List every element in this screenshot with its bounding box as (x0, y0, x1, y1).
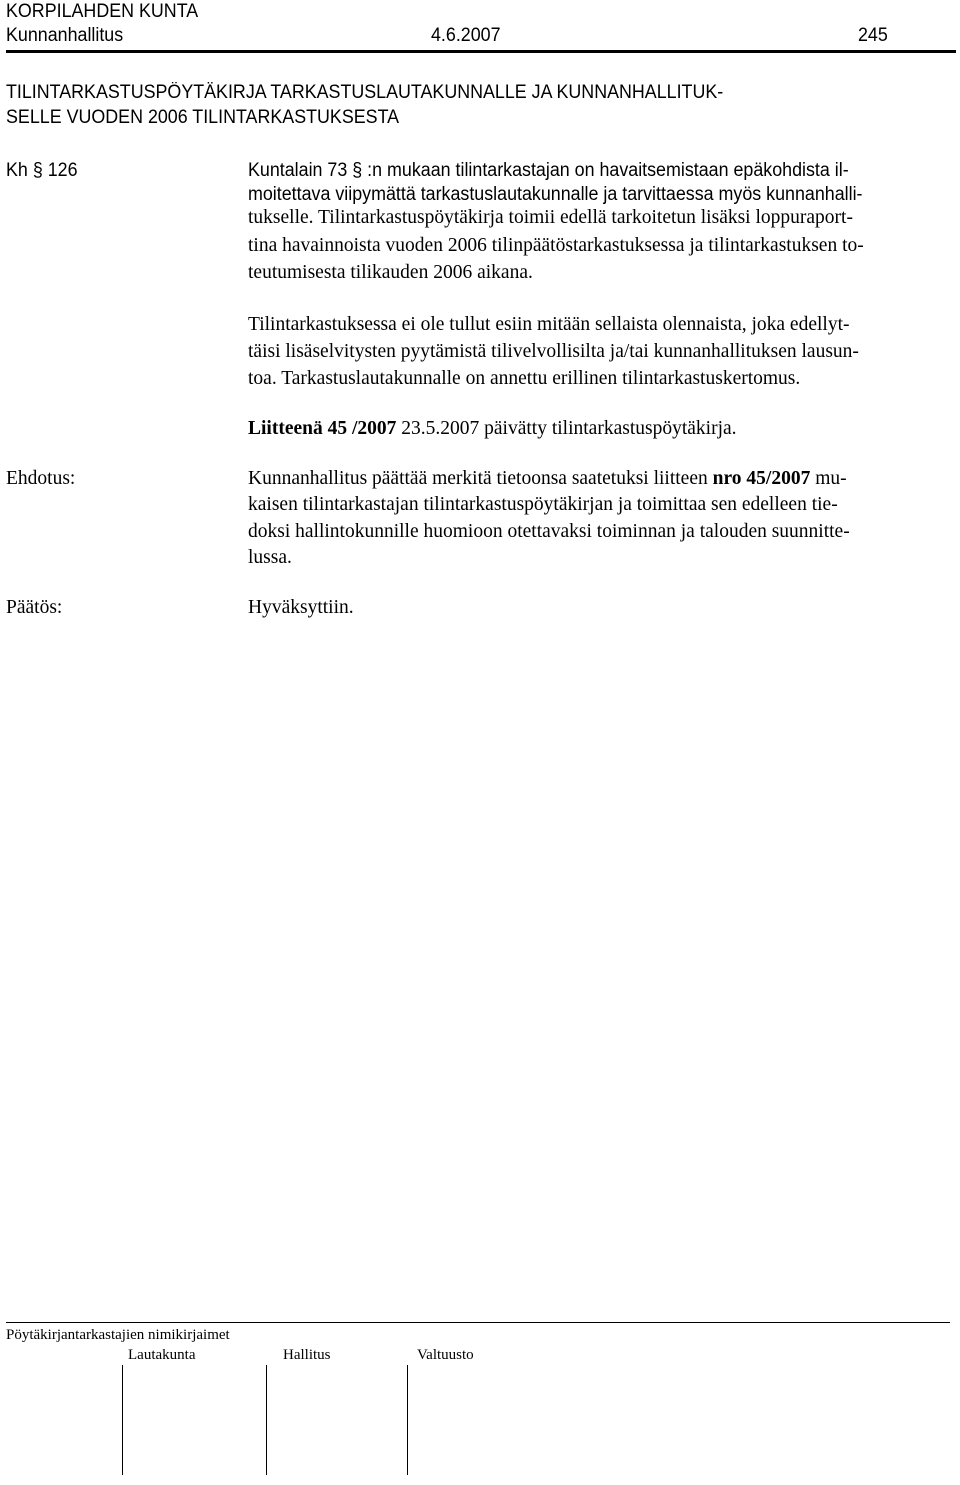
footer-title: Pöytäkirjantarkastajien nimikirjaimet (6, 1327, 230, 1343)
paragraph-line: tukselle. Tilintarkastuspöytäkirja toimii edellä tarkoitetun lisäksi loppuraport- (248, 207, 853, 228)
title-line: SELLE VUODEN 2006 TILINTARKASTUKSESTA (6, 107, 400, 128)
proposal-line: doksi hallintokunnille huomioon otettavaksi toiminnan ja talouden suunnitte- (248, 521, 850, 542)
section-prefix: Kh (6, 160, 28, 181)
attachment-reference: Liitteenä 45 /2007 (248, 418, 397, 439)
paragraph-line: tina havainnoista vuoden 2006 tilinpäätöstarkastuksessa ja tilintarkastuksen to- (248, 235, 864, 256)
paragraph-line: teutumisesta tilikauden 2006 aikana. (248, 262, 533, 283)
footer-column-lautakunta: Lautakunta (128, 1347, 196, 1363)
proposal-text-part: Kunnanhallitus päättää merkitä tietoonsa saatetuksi liitteen (248, 468, 713, 489)
paragraph-line: Tilintarkastuksessa ei ole tullut esiin mitään sellaista olennaista, joka edellyt- (248, 314, 850, 335)
section-number: 126 (47, 160, 78, 181)
municipality-name: KORPILAHDEN KUNTA (6, 1, 199, 22)
footer-rule (6, 1322, 950, 1323)
footer-column-valtuusto: Valtuusto (417, 1347, 474, 1363)
paragraph-line: toa. Tarkastuslautakunnalle on annettu erillinen tilintarkastuskertomus. (248, 368, 801, 389)
header-rule (6, 50, 956, 53)
attachment-description: 23.5.2007 päivätty tilintarkastuspöytäkirja. (396, 418, 737, 439)
title-line: TILINTARKASTUSPÖYTÄKIRJA TARKASTUSLAUTAKUNNALLE JA KUNNANHALLITUK- (6, 82, 724, 103)
paragraph-line: Kuntalain 73 § :n mukaan tilintarkastajan on havaitsemistaan epäkohdista il- (248, 160, 849, 181)
page-number: 245 (858, 25, 888, 46)
proposal-line: kaisen tilintarkastajan tilintarkastuspöytäkirjan ja toimittaa sen edelleen tie- (248, 494, 838, 515)
meeting-body: Kunnanhallitus (6, 25, 124, 46)
section-label (6, 160, 78, 182)
decision-text: Hyväksyttiin. (248, 597, 354, 618)
proposal-text-part: mu- (810, 468, 847, 489)
decision-label: Päätös: (6, 597, 63, 618)
paragraph-line: täisi lisäselvitysten pyytämistä tilivelvollisilta ja/tai kunnanhallituksen lausun- (248, 341, 859, 362)
proposal-line (248, 468, 847, 490)
proposal-attachment-number: nro 45/2007 (712, 468, 811, 489)
signature-divider (122, 1365, 123, 1475)
proposal-label: Ehdotus: (6, 468, 76, 489)
footer-column-hallitus: Hallitus (283, 1347, 331, 1363)
section-sign: § (32, 160, 43, 181)
proposal-line: lussa. (248, 547, 292, 568)
signature-divider (266, 1365, 267, 1475)
meeting-date: 4.6.2007 (431, 25, 501, 46)
paragraph-line: moitettava viipymättä tarkastuslautakunnalle ja tarvittaessa myös kunnanhalli- (248, 184, 863, 205)
signature-divider (407, 1365, 408, 1475)
attachment-line (248, 418, 737, 440)
